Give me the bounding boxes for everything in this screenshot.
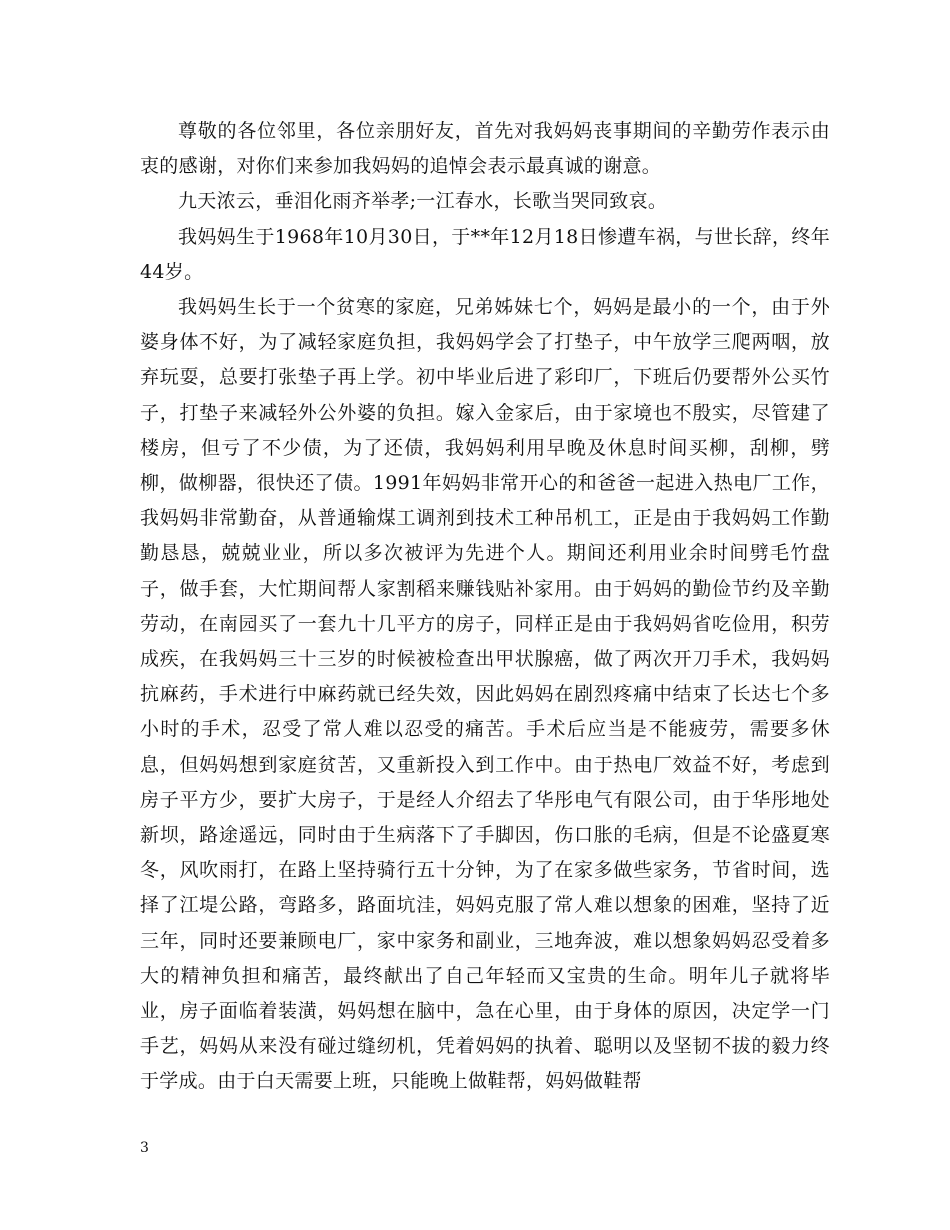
paragraph-life-story: 我妈妈生长于一个贫寒的家庭，兄弟姊妹七个，妈妈是最小的一个，由于外婆身体不好，为了减轻家庭负担，我妈妈学会了打垫子，中午放学三爬两咽，放弃玩耍，总要打张垫子再上学。初中毕业后进了彩印厂，下班后仍要帮外公买竹子，打垫子来减轻外公外婆的负担。嫁入金家后，由于家境也不殷实，尽管建了楼房，但亏了不少债，为了还债，我妈妈利用早晚及休息时间买柳，刮柳，劈柳，做柳器，很快还了债。1991年妈妈非常开心的和爸爸一起进入热电厂工作，我妈妈非常勤奋，从普通输煤工调剂到技术工种吊机工，正是由于我妈妈工作勤勤恳恳，兢兢业业，所以多次被评为先进个人。期间还利用业余时间劈毛竹盘子，做手套，大忙期间帮人家割稻来赚钱贴补家用。由于妈妈的勤俭节约及辛勤劳动，在南园买了一套九十几平方的房子，同样正是由于我妈妈省吃俭用，积劳成疾，在我妈妈三十三岁的时候被检查出甲状腺癌，做了两次开刀手术，我妈妈抗麻药，手术进行中麻药就已经失效，因此妈妈在剧烈疼痛中结束了长达七个多小时的手术，忍受了常人难以忍受的痛苦。手术后应当是不能疲劳，需要多休息，但妈妈想到家庭贫苦，又重新投入到工作中。由于热电厂效益不好，考虑到房子平方少，要扩大房子，于是经人介绍去了华彤电气有限公司，由于华彤地处新坝，路途遥远，同时由于生病落下了手脚因，伤口胀的毛病，但是不论盛夏寒冬，风吹雨打，在路上坚持骑行五十分钟，为了在家多做些家务，节省时间，选择了江堤公路，弯路多，路面坑洼，妈妈克服了常人难以想象的困难，坚持了近三年，同时还要兼顾电厂，家中家务和副业，三地奔波，难以想象妈妈忍受着多大的精神负担和痛苦，最终献出了自己年轻而又宝贵的生命。明年儿子就将毕业，房子面临着装潢，妈妈想在脑中，急在心里，由于身体的原因，决定学一门手艺，妈妈从来没有碰过缝纫机，凭着妈妈的执着、聪明以及坚韧不拔的毅力终于学成。由于白天需要上班，只能晚上做鞋帮，妈妈做鞋帮 [140, 296, 830, 1093]
paragraph-couplet: 九天浓云，垂泪化雨齐举孝;一江春水，长歌当哭同致哀。 [178, 190, 668, 213]
page-number: 3 [140, 1140, 149, 1156]
paragraph-greeting: 尊敬的各位邻里，各位亲朋好友，首先对我妈妈丧事期间的辛勤劳作表示由衷的感谢，对你们来参加我妈妈的追悼会表示最真诚的谢意。 [140, 120, 830, 178]
paragraph-dates: 我妈妈生于1968年10月30日，于**年12月18日惨遭车祸，与世长辞，终年44岁。 [140, 225, 830, 283]
document-body [140, 114, 830, 1100]
